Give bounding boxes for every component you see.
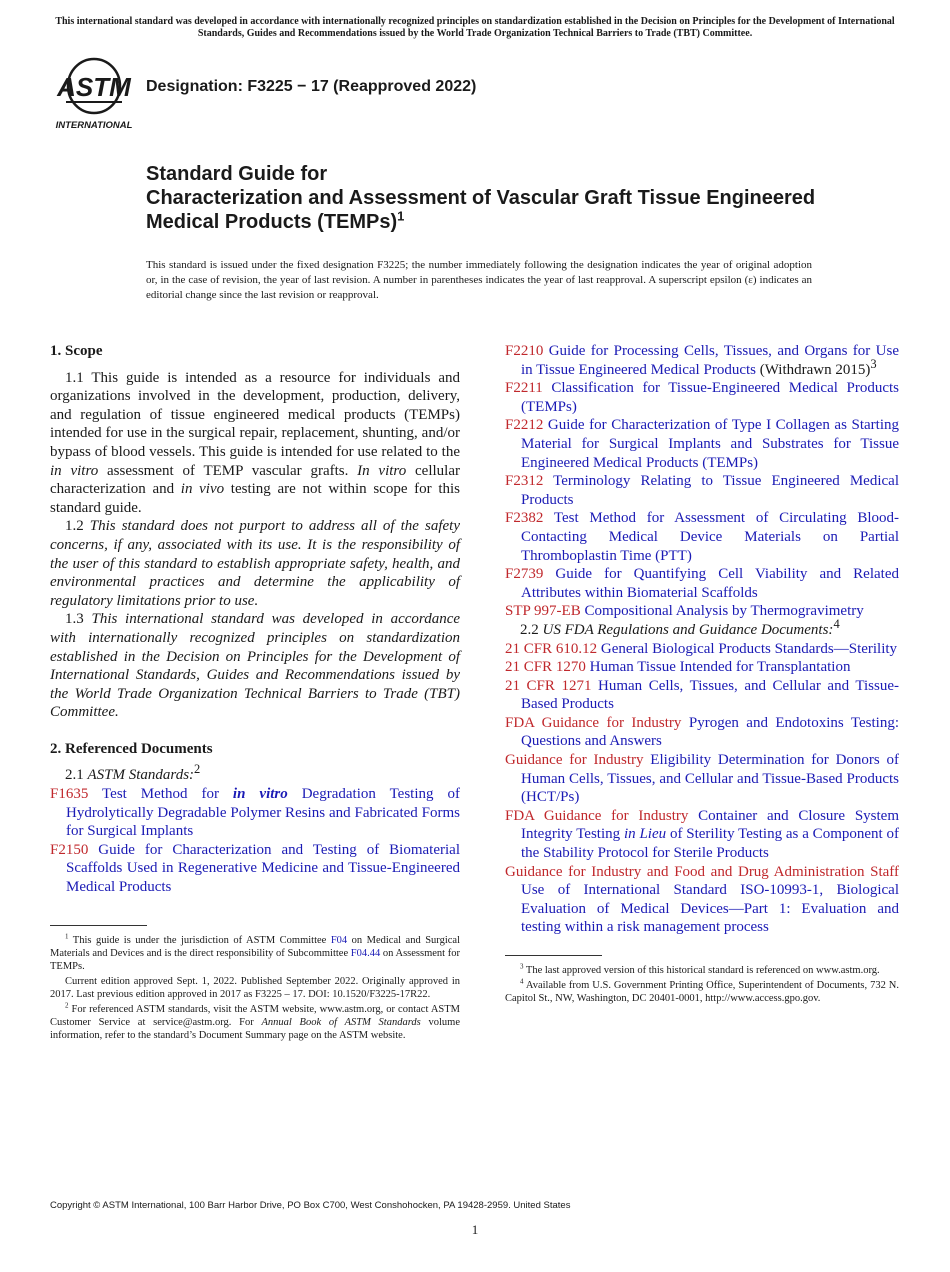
ref-cfr1270[interactable] (505, 658, 899, 677)
fn1-mark: 1 (65, 932, 69, 941)
copyright: Copyright © ASTM International, 100 Barr Harbor Drive, PO Box C700, West Conshohocken, PA 19428-2959. United States (50, 1200, 571, 1211)
ref-gfi-donors-code[interactable]: Guidance for Industry (505, 752, 644, 769)
ref-f2312[interactable] (505, 472, 899, 509)
ref-cfr1271[interactable] (505, 677, 899, 714)
footnote-3 (505, 964, 899, 977)
title-main: Characterization and Assessment of Vascular Graft Tissue Engineered Medical Products (TEMPs) (146, 187, 816, 233)
title-footnote-mark[interactable]: 1 (397, 208, 405, 224)
ref-f2210[interactable] (505, 342, 899, 379)
scope-1-2 (50, 517, 460, 610)
scope-1-2-text: This standard does not purport to address all of the safety concerns, if any, associated with its use. It is the responsibility of the user of this standard to establish appropriate safety, health, and environmental practices and determine the applicability of regulatory limitations prior to use. (50, 518, 460, 609)
ref-cfr610-code[interactable]: 21 CFR 610.12 (505, 640, 598, 657)
sub1-num: 2.1 (65, 767, 88, 784)
scope-1-1-i3: in vivo (180, 481, 225, 498)
ref-fda-container-b[interactable]: of Sterility Testing as a Component of the Stability Protocol for Sterile Products (521, 826, 899, 862)
ref-f2382-title[interactable]: Test Method for Assessment of Circulating Blood-Contacting Medical Device Materials on Partial Thromboplastin Time (PTT) (521, 510, 899, 564)
sub1-fn[interactable]: 2 (194, 762, 201, 777)
referenced-heading: 2. Referenced Documents (50, 740, 213, 757)
designation: Designation: F3225 − 17 (Reapproved 2022) (146, 78, 477, 95)
ref-f2211[interactable] (505, 379, 899, 416)
ref-fda-pyrogen[interactable] (505, 714, 899, 751)
sub1-text: ASTM Standards: (87, 767, 195, 784)
ref-stp997-code[interactable]: STP 997-EB (505, 603, 581, 620)
issued-note: This standard is issued under the fixed designation F3225; the number immediately following the designation indicates the year of original adoption or, in the case of revision, the year of last revision. A number in parentheses indicates the year of last reapproval. A superscript epsilon (ε) indicates an editorial change since the last revision or reapproval. (146, 259, 812, 301)
sub2-text: US FDA Regulations and Guidance Documents: (542, 621, 834, 638)
ref-iso10993-code[interactable]: Guidance for Industry and Food and Drug Administration Staff (505, 863, 899, 880)
ref-cfr1270-code[interactable]: 21 CFR 1270 (505, 659, 586, 676)
ref-cfr610[interactable] (505, 640, 899, 659)
fn1-c: on Assessment for TEMPs. (50, 947, 461, 972)
ref-f2150-title[interactable]: Guide for Characterization and Testing of Biomaterial Scaffolds Used in Regenerative Medicine and Tissue-Engineered Medical Products (66, 841, 460, 896)
fn1-a: This guide is under the jurisdiction of ASTM Committee (68, 934, 331, 946)
sub2-fn[interactable]: 4 (833, 616, 840, 631)
astm-logo (54, 56, 134, 132)
right-column (505, 342, 899, 1007)
ref-f2212-code[interactable]: F2212 (505, 417, 544, 434)
fn1-f04-link[interactable]: F04 (330, 934, 348, 946)
ref-fda-pyrogen-code[interactable]: FDA Guidance for Industry (505, 714, 682, 731)
scope-1-1 (50, 369, 460, 518)
logo-label: INTERNATIONAL (55, 120, 133, 131)
ref-f1635-i[interactable]: in vitro (232, 786, 288, 803)
ref-f2150-code[interactable]: F2150 (50, 841, 89, 858)
scope-1-2-num: 1.2 (65, 518, 90, 535)
scope-1-1-c: cellular characterization and (50, 462, 460, 498)
ref-fda-container[interactable] (505, 807, 899, 863)
ref-f2212-title[interactable]: Guide for Characterization of Type I Collagen as Starting Material for Surgical Implants and Substrates for Tissue Engineered Medical Products (TEMPs) (521, 417, 899, 471)
scope-1-3-text: This international standard was developed in accordance with internationally recognized principles on standardization established in the Decision on Principles for the Development of International Standards, Guides and Recommendations issued by the World Trade Organization Technical Barriers to Trade (TBT) Committee. (50, 611, 461, 721)
scope-1-3 (50, 610, 460, 722)
footnote-4 (505, 979, 899, 1005)
ref-f1635[interactable] (50, 785, 460, 841)
fn3-mark: 3 (520, 962, 524, 971)
scope-heading: 1. Scope (50, 343, 103, 359)
fn3-text: The last approved version of this historical standard is referenced on www.astm.org. (523, 965, 880, 976)
fn2-i: Annual Book of ASTM Standards (261, 1016, 421, 1028)
page-title (146, 162, 866, 234)
ref-f2739-title[interactable]: Guide for Quantifying Cell Viability and Related Attributes within Biomaterial Scaffolds (521, 566, 899, 601)
sub2-num: 2.2 (520, 621, 543, 638)
ref-cfr1271-title[interactable]: Human Cells, Tissues, and Cellular and Tissue-Based Products (521, 677, 899, 713)
ref-f2211-title[interactable]: Classification for Tissue-Engineered Medical Products (TEMPs) (521, 380, 899, 415)
scope-1-3-num: 1.3 (65, 611, 92, 628)
ref-f2312-title[interactable]: Terminology Relating to Tissue Engineered Medical Products (521, 473, 899, 508)
title-line2 (146, 186, 866, 234)
top-notice: This international standard was developed in accordance with internationally recognized principles on standardization established in the Decision on Principles for the Development of International Standards, Guides and Recommendations issued by the World Trade Organization Technical Barriers to Trade (TBT) Committee. (55, 16, 895, 39)
scope-1-1-i2: In vitro (357, 462, 407, 479)
ref-f2739[interactable] (505, 565, 899, 602)
fn4-mark: 4 (520, 977, 524, 986)
fn1-f0444-link[interactable]: F04.44 (350, 947, 381, 959)
ref-cfr1271-code[interactable]: 21 CFR 1271 (505, 677, 592, 694)
footnote-1 (50, 934, 460, 973)
ref-f2210-withdrawn: (Withdrawn 2015) (755, 361, 871, 378)
fn2-b: volume information, refer to the standard’s Document Summary page on the ASTM website. (50, 1016, 460, 1041)
footnote-2 (50, 1003, 460, 1042)
ref-f1635-code[interactable]: F1635 (50, 786, 89, 803)
ref-iso10993-title[interactable]: Use of International Standard ISO-10993-1, Biological Evaluation of Medical Devices—Part 1: Evaluation and testing within a risk management process (521, 882, 899, 936)
scope-1-1-i1: in vitro (50, 462, 99, 479)
ref-fda-container-a[interactable]: Container and Closure System Integrity Testing (521, 807, 899, 843)
ref-f2212[interactable] (505, 416, 899, 472)
edition-note: Current edition approved Sept. 1, 2022. Published September 2022. Originally approved in 2017. Last previous edition approved in 2017 as F3225 – 17. DOI: 10.1520/F3225-17R22. (50, 975, 460, 1000)
astm-standards-sub (50, 762, 460, 785)
ref-f1635-a[interactable]: Test Method for (88, 786, 233, 803)
scope-1-1-b: assessment of TEMP vascular grafts. (98, 462, 358, 479)
ref-stp997-title[interactable]: Compositional Analysis by Thermogravimetry (580, 603, 864, 620)
ref-cfr1270-title[interactable]: Human Tissue Intended for Transplantation (585, 659, 851, 676)
ref-gfi-donors[interactable] (505, 751, 899, 807)
ref-iso10993[interactable] (505, 863, 899, 937)
left-column (50, 342, 460, 1044)
page-number: 1 (471, 1222, 479, 1237)
ref-f1635-b[interactable]: Degradation Testing of Hydrolytically Degradable Polymer Resins and Fabricated Forms for Surgical Implants (66, 786, 460, 840)
fn4-text: Available from U.S. Government Printing Office, Superintendent of Documents, 732 N. Capitol St., NW, Washington, DC 20401-0001, http://www.access.gpo.gov. (505, 980, 899, 1004)
fn1-b: on Medical and Surgical Materials and Devices and is the direct responsibility of Subcommittee (50, 934, 460, 959)
ref-f2150[interactable] (50, 841, 460, 897)
ref-f2210-code[interactable]: F2210 (505, 343, 544, 359)
ref-fda-pyrogen-title[interactable]: Pyrogen and Endotoxins Testing: Questions and Answers (521, 714, 899, 750)
ref-f2382-code[interactable]: F2382 (505, 510, 544, 527)
fda-sub (505, 616, 899, 640)
ref-f2312-code[interactable]: F2312 (505, 473, 544, 490)
ref-f2210-title[interactable]: Guide for Processing Cells, Tissues, and Organs for Use in Tissue Engineered Medical Products (521, 343, 899, 378)
ref-gfi-donors-title[interactable]: Eligibility Determination for Donors of Human Cells, Tissues, and Cellular and Tissue-Based Products (HCT/Ps) (521, 752, 900, 806)
ref-fda-container-code[interactable]: FDA Guidance for Industry (505, 807, 689, 824)
ref-f2382[interactable] (505, 509, 899, 565)
scope-1-1-d: testing are not within scope for this standard guide. (50, 481, 460, 516)
ref-fda-container-i[interactable]: in Lieu (623, 826, 667, 843)
ref-cfr610-title[interactable]: General Biological Products Standards—Sterility (597, 640, 898, 657)
title-line1: Standard Guide for (146, 163, 328, 185)
scope-1-1-a: 1.1 This guide is intended as a resource for individuals and organizations involved in the development, production, delivery, and regulation of tissue engineered medical products (TEMPs) intended for use in the surgical repair, replacement, shunting, and/or bypass of blood vessels. This guide is intended for use related to the (50, 369, 460, 460)
ref-f2211-code[interactable]: F2211 (505, 380, 543, 397)
fn2-mark: 2 (65, 1001, 69, 1010)
fn2-a: For referenced ASTM standards, visit the ASTM website, www.astm.org, or contact ASTM Customer Service at service@astm.org. For (50, 1003, 460, 1028)
ref-f2210-fn[interactable]: 3 (870, 356, 877, 371)
svg-text:ASTM: ASTM (57, 72, 131, 102)
ref-f2739-code[interactable]: F2739 (505, 566, 544, 583)
